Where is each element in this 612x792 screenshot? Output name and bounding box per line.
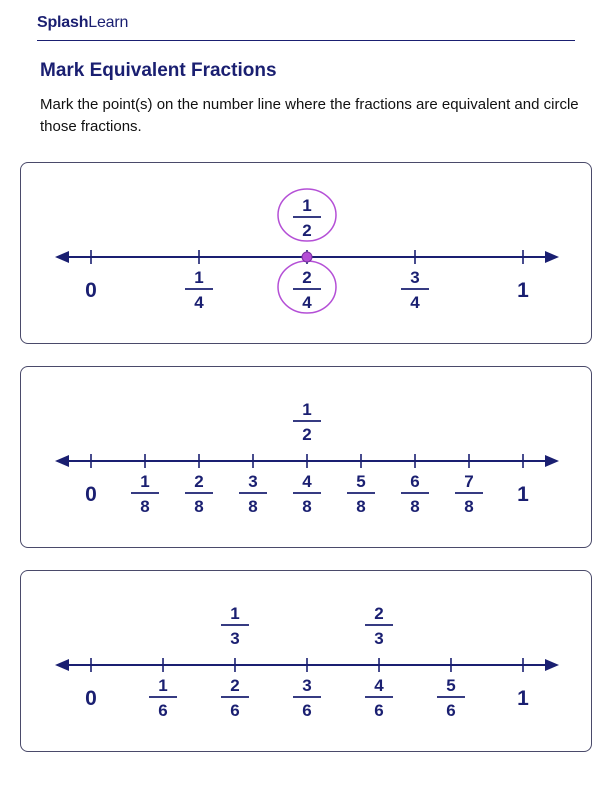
number-line-panel-3	[20, 570, 592, 752]
start-label: 0	[85, 687, 97, 710]
below-numerator-1: 2	[230, 676, 240, 695]
number-line-1	[21, 163, 593, 345]
below-fraction-2	[401, 268, 429, 312]
below-numerator-2: 3	[410, 268, 420, 287]
below-denominator-4: 6	[446, 701, 456, 720]
above-denominator-0: 2	[302, 425, 312, 444]
above-numerator-1: 2	[374, 604, 384, 623]
below-denominator-3: 6	[374, 701, 384, 720]
below-numerator-2: 3	[302, 676, 312, 695]
below-denominator-2: 8	[248, 497, 258, 516]
above-denominator-0: 3	[230, 629, 240, 648]
below-numerator-5: 6	[410, 472, 420, 491]
below-numerator-4: 5	[446, 676, 456, 695]
brand-bold: Splash	[37, 14, 89, 31]
start-label: 0	[85, 279, 97, 302]
right-arrow	[545, 251, 559, 263]
left-arrow	[55, 251, 69, 263]
below-fraction-0	[185, 268, 213, 312]
above-fraction-1	[365, 604, 393, 648]
below-fraction-4	[437, 676, 465, 720]
below-numerator-1: 2	[194, 472, 204, 491]
below-fraction-3	[365, 676, 393, 720]
below-fraction-1	[293, 268, 321, 312]
below-fraction-1	[185, 472, 213, 516]
below-fraction-6	[455, 472, 483, 516]
start-label: 0	[85, 483, 97, 506]
above-numerator-0: 1	[230, 604, 240, 623]
number-line-panel-2	[20, 366, 592, 548]
marked-point-0	[302, 252, 312, 262]
number-line-panel-1	[20, 162, 592, 344]
below-denominator-2: 6	[302, 701, 312, 720]
below-fraction-4	[347, 472, 375, 516]
below-denominator-5: 8	[410, 497, 420, 516]
number-line-2	[21, 367, 593, 549]
below-numerator-0: 1	[158, 676, 168, 695]
below-numerator-1: 2	[302, 268, 312, 287]
below-fraction-0	[149, 676, 177, 720]
end-label: 1	[517, 279, 529, 302]
brand-light: Learn	[88, 14, 129, 31]
below-numerator-0: 1	[140, 472, 150, 491]
below-denominator-1: 4	[302, 293, 312, 312]
below-numerator-0: 1	[194, 268, 204, 287]
above-numerator-0: 1	[302, 400, 312, 419]
below-fraction-2	[239, 472, 267, 516]
below-fraction-1	[221, 676, 249, 720]
worksheet-instructions: Mark the point(s) on the number line where the fractions are equivalent and circle those fractions.	[40, 96, 579, 135]
below-denominator-1: 8	[194, 497, 204, 516]
above-denominator-0: 2	[302, 221, 312, 240]
left-arrow	[55, 455, 69, 467]
below-fraction-3	[293, 472, 321, 516]
below-numerator-3: 4	[302, 472, 312, 491]
number-line-3	[21, 571, 593, 753]
below-denominator-3: 8	[302, 497, 312, 516]
below-denominator-0: 4	[194, 293, 204, 312]
above-fraction-0	[221, 604, 249, 648]
below-denominator-4: 8	[356, 497, 366, 516]
above-numerator-0: 1	[302, 196, 312, 215]
below-fraction-2	[293, 676, 321, 720]
below-denominator-6: 8	[464, 497, 474, 516]
below-denominator-2: 4	[410, 293, 420, 312]
below-numerator-3: 4	[374, 676, 384, 695]
brand-logo	[37, 14, 128, 32]
above-fraction-0	[293, 196, 321, 240]
below-denominator-0: 6	[158, 701, 168, 720]
below-denominator-0: 8	[140, 497, 150, 516]
below-fraction-5	[401, 472, 429, 516]
below-fraction-0	[131, 472, 159, 516]
end-label: 1	[517, 483, 529, 506]
below-numerator-2: 3	[248, 472, 258, 491]
below-numerator-4: 5	[356, 472, 366, 491]
end-label: 1	[517, 687, 529, 710]
header-divider	[37, 40, 575, 41]
above-fraction-0	[293, 400, 321, 444]
below-denominator-1: 6	[230, 701, 240, 720]
right-arrow	[545, 455, 559, 467]
right-arrow	[545, 659, 559, 671]
above-denominator-1: 3	[374, 629, 384, 648]
left-arrow	[55, 659, 69, 671]
below-numerator-6: 7	[464, 472, 474, 491]
worksheet-title: Mark Equivalent Fractions	[40, 60, 277, 81]
